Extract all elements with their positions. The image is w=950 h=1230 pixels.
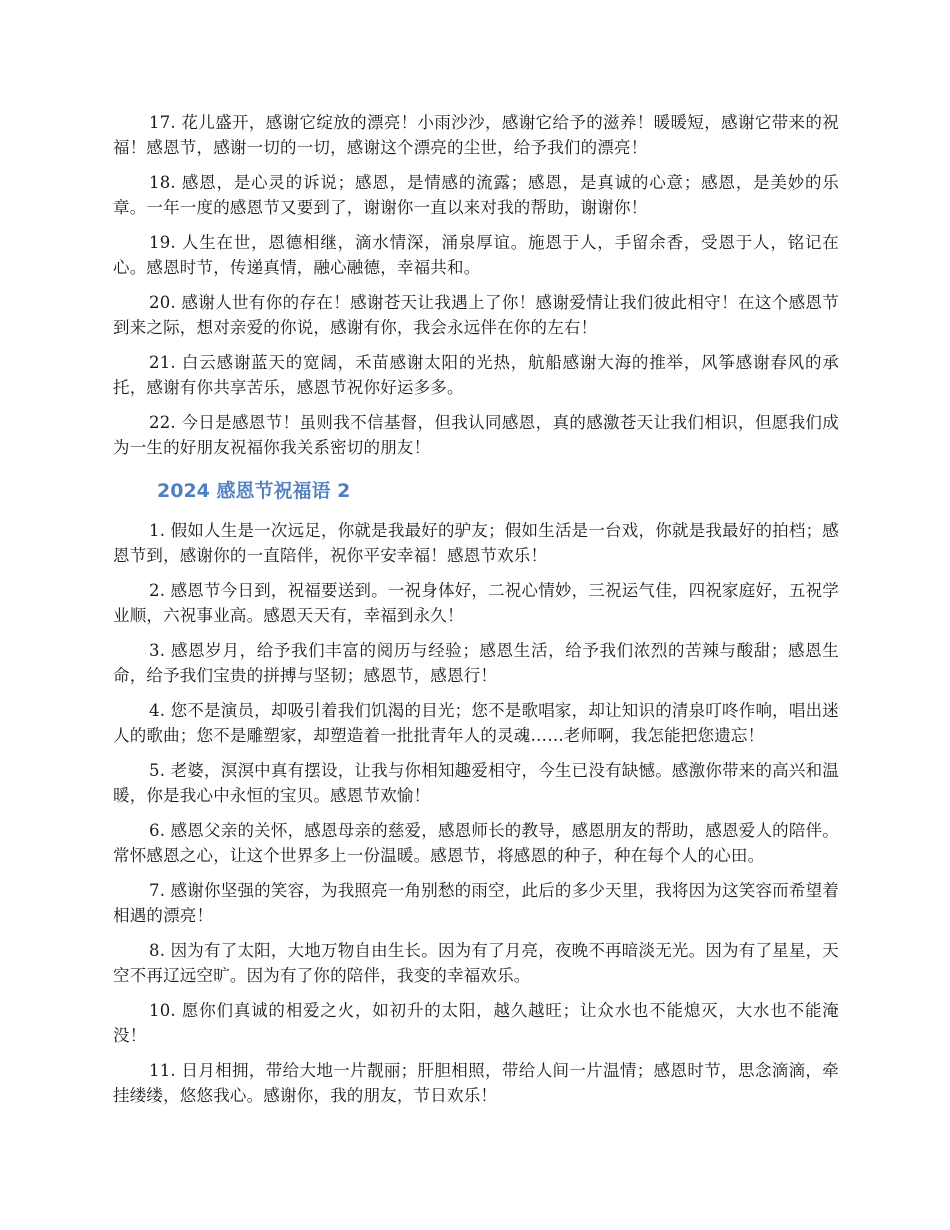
paragraph-17: 17. 花儿盛开，感谢它绽放的漂亮！小雨沙沙，感谢它给予的滋养！暖暖短，感谢它带来的祝福！感恩节，感谢一切的一切，感谢这个漂亮的尘世，给予我们的漂亮！ <box>113 113 839 157</box>
paragraph-10: 10. 愿你们真诚的相爱之火，如初升的太阳，越久越旺；让众水也不能熄灭，大水也不能淹没！ <box>113 1001 839 1045</box>
paragraph-2: 2. 感恩节今日到，祝福要送到。一祝身体好，二祝心情妙，三祝运气佳，四祝家庭好，五祝学业顺，六祝事业高。感恩天天有，幸福到永久！ <box>113 581 839 625</box>
paragraph-5: 5. 老婆，溟溟中真有摆设，让我与你相知趣爱相守，今生已没有缺憾。感激你带来的高兴和温暖，你是我心中永恒的宝贝。感恩节欢愉！ <box>113 761 839 805</box>
section-heading: 2024 感恩节祝福语 2 <box>157 480 351 502</box>
paragraph-11: 11. 日月相拥，带给大地一片靓丽；肝胆相照，带给人间一片温情；感恩时节，思念滴滴，牵挂缕缕，悠悠我心。感谢你，我的朋友，节日欢乐！ <box>113 1061 839 1105</box>
paragraph-3: 3. 感恩岁月，给予我们丰富的阅历与经验；感恩生活，给予我们浓烈的苦辣与酸甜；感恩生命，给予我们宝贵的拼搏与坚韧；感恩节，感恩行！ <box>113 641 839 685</box>
paragraph-18: 18. 感恩，是心灵的诉说；感恩，是情感的流露；感恩，是真诚的心意；感恩，是美妙的乐章。一年一度的感恩节又要到了，谢谢你一直以来对我的帮助，谢谢你！ <box>113 173 839 217</box>
paragraph-8: 8. 因为有了太阳，大地万物自由生长。因为有了月亮，夜晚不再暗淡无光。因为有了星星，天空不再辽远空旷。因为有了你的陪伴，我变的幸福欢乐。 <box>113 941 839 985</box>
paragraph-6: 6. 感恩父亲的关怀，感恩母亲的慈爱，感恩师长的教导，感恩朋友的帮助，感恩爱人的陪伴。常怀感恩之心，让这个世界多上一份温暖。感恩节，将感恩的种子，种在每个人的心田。 <box>113 821 839 865</box>
paragraph-4: 4. 您不是演员，却吸引着我们饥渴的目光；您不是歌唱家，却让知识的清泉叮咚作响，唱出迷人的歌曲；您不是雕塑家，却塑造着一批批青年人的灵魂……老师啊，我怎能把您遗忘！ <box>113 701 839 745</box>
paragraph-22: 22. 今日是感恩节！虽则我不信基督，但我认同感恩，真的感激苍天让我们相识，但愿我们成为一生的好朋友祝福你我关系密切的朋友！ <box>113 413 839 457</box>
paragraph-1: 1. 假如人生是一次远足，你就是我最好的驴友；假如生活是一台戏，你就是我最好的拍档；感恩节到，感谢你的一直陪伴，祝你平安幸福！感恩节欢乐！ <box>113 521 839 565</box>
paragraph-21: 21. 白云感谢蓝天的宽阔，禾苗感谢太阳的光热，航船感谢大海的推举，风筝感谢春风的承托，感谢有你共享苦乐，感恩节祝你好运多多。 <box>113 353 839 397</box>
paragraph-7: 7. 感谢你坚强的笑容，为我照亮一角别愁的雨空，此后的多少天里，我将因为这笑容而希望着相遇的漂亮！ <box>113 881 839 925</box>
paragraph-20: 20. 感谢人世有你的存在！感谢苍天让我遇上了你！感谢爱情让我们彼此相守！在这个感恩节到来之际，想对亲爱的你说，感谢有你，我会永远伴在你的左右！ <box>113 293 839 337</box>
document-page <box>113 110 839 1118</box>
paragraph-19: 19. 人生在世，恩德相继，滴水情深，涌泉厚谊。施恩于人，手留余香，受恩于人，铭记在心。感恩时节，传递真情，融心融德，幸福共和。 <box>113 233 839 277</box>
